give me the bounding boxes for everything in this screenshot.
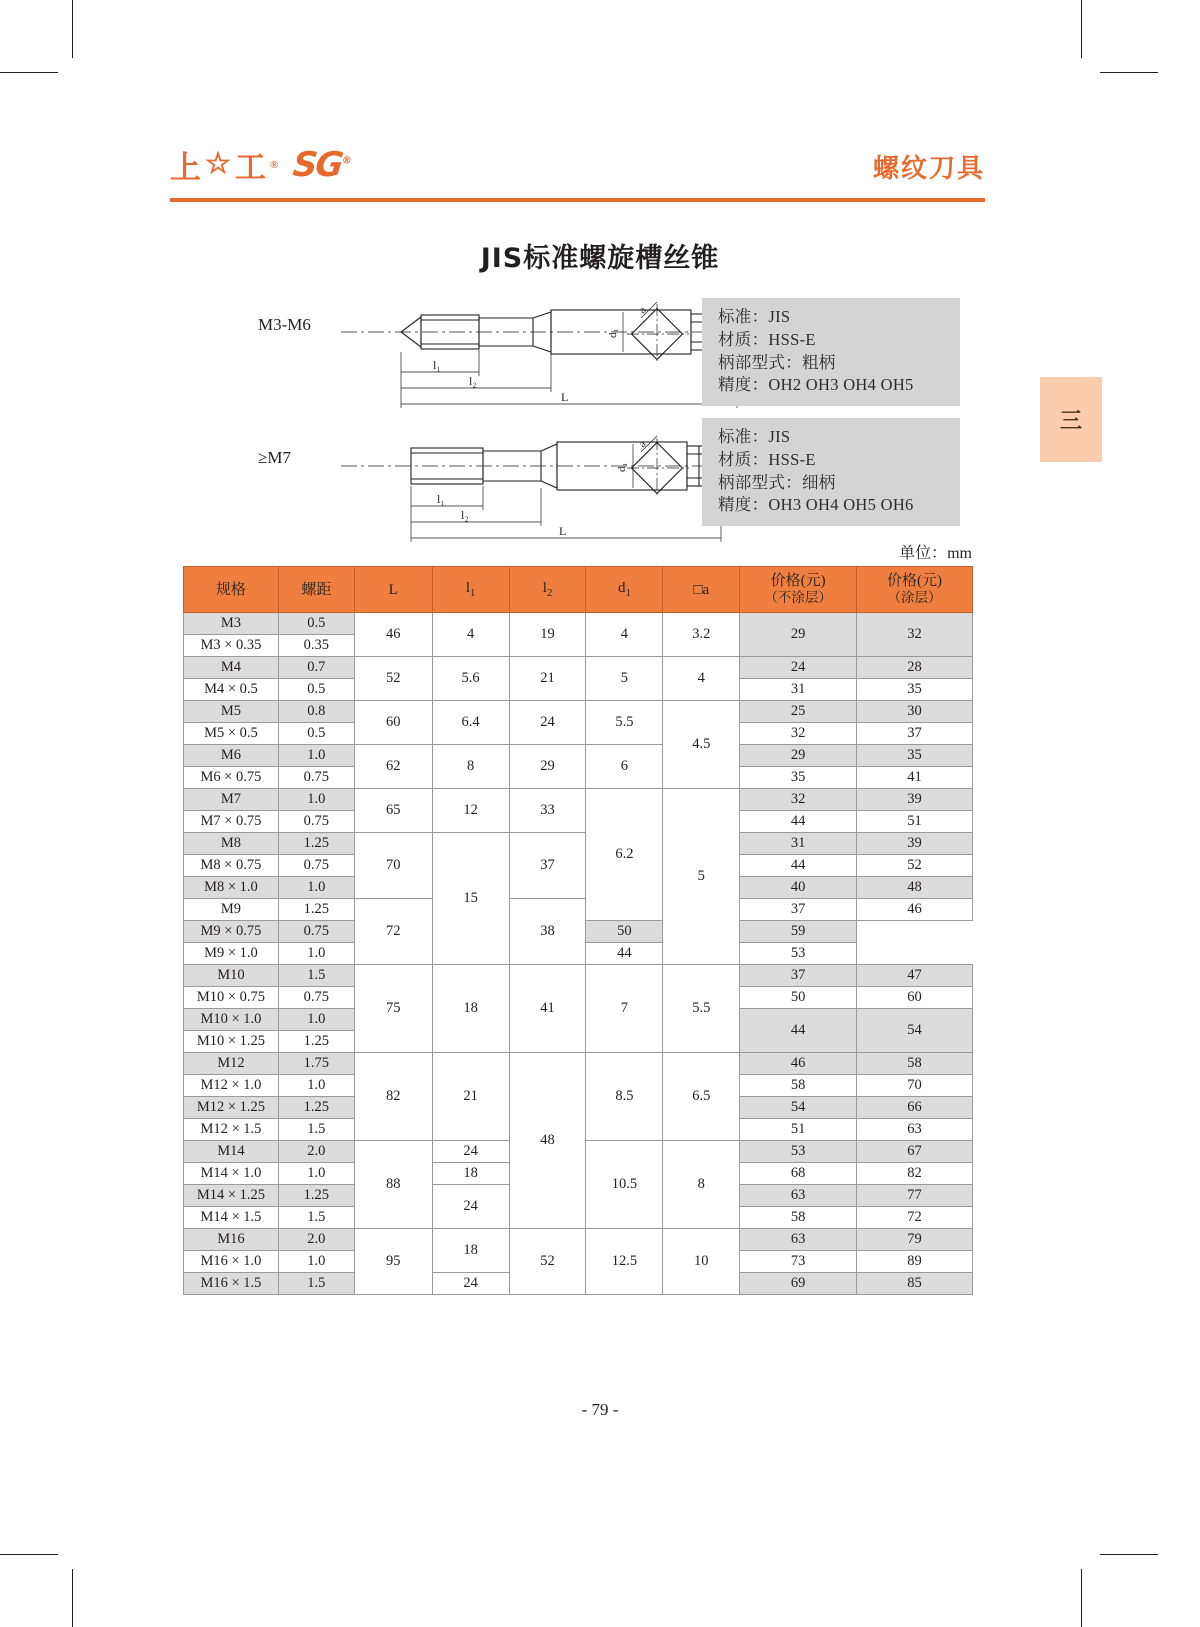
cell-l2: 33 bbox=[509, 789, 586, 833]
th-price-coated: 价格(元) （涂层） bbox=[857, 567, 973, 613]
cell-pitch: 1.25 bbox=[278, 899, 354, 921]
cell-pitch: 0.5 bbox=[278, 723, 354, 745]
th-length-l2: $l_2$ bbox=[509, 567, 586, 613]
cell-price-coated: 28 bbox=[857, 657, 973, 679]
cell-spec: M10 × 0.75 bbox=[184, 987, 279, 1009]
header-category-title: 螺纹刀具 bbox=[872, 154, 985, 183]
cell-price-uncoated: 31 bbox=[740, 833, 857, 855]
logo-chinese-mark bbox=[170, 142, 279, 187]
cell-price-uncoated: 37 bbox=[740, 965, 857, 987]
cell-price-uncoated: 58 bbox=[740, 1075, 857, 1097]
th-length-L: L bbox=[354, 567, 432, 613]
th-diameter-d1: $d_1$ bbox=[586, 567, 663, 613]
spec-box-thin bbox=[702, 418, 960, 526]
logo-char-shang: 上 bbox=[170, 150, 202, 185]
cell-pitch: 1.0 bbox=[278, 1075, 354, 1097]
cell-pitch: 0.75 bbox=[278, 921, 354, 943]
table-row bbox=[184, 899, 973, 921]
cell-spec: M3 bbox=[184, 613, 279, 635]
cell-spec: M9 bbox=[184, 899, 279, 921]
cell-price-coated: 35 bbox=[857, 679, 973, 701]
cell-pitch: 0.75 bbox=[278, 811, 354, 833]
registered-trademark-icon: ® bbox=[270, 158, 280, 171]
figure-dim-l1-2: l₁ bbox=[437, 492, 445, 506]
cell-price-coated: 79 bbox=[857, 1229, 973, 1251]
cell-price-uncoated: 50 bbox=[740, 987, 857, 1009]
cell-pitch: 1.0 bbox=[278, 1251, 354, 1273]
cell-price-coated: 37 bbox=[857, 723, 973, 745]
cell-L: 65 bbox=[354, 789, 432, 833]
cell-spec: M5 bbox=[184, 701, 279, 723]
cell-spec: M12 × 1.5 bbox=[184, 1119, 279, 1141]
side-index-tab[interactable] bbox=[1040, 377, 1102, 462]
cell-spec: M12 × 1.0 bbox=[184, 1075, 279, 1097]
cell-price-uncoated: 44 bbox=[740, 1009, 857, 1053]
cell-l2: 48 bbox=[509, 1053, 586, 1229]
figure-dim-d1-2: d₁ bbox=[616, 462, 628, 472]
cell-price-coated: 39 bbox=[857, 789, 973, 811]
cell-l1: 21 bbox=[432, 1053, 509, 1141]
page-footer bbox=[0, 1400, 1200, 1420]
cell-pitch: 0.7 bbox=[278, 657, 354, 679]
figure-dim-a-1: a bbox=[636, 304, 649, 317]
cell-l1: 24 bbox=[432, 1141, 509, 1163]
cell-spec: M6 bbox=[184, 745, 279, 767]
crop-mark-tl-v bbox=[72, 0, 73, 58]
spec-standard-1: 标准：JIS bbox=[718, 307, 791, 326]
cell-spec: M7 bbox=[184, 789, 279, 811]
cell-l2: 52 bbox=[509, 1229, 586, 1295]
cell-d1: 5.5 bbox=[586, 701, 663, 745]
cell-pitch: 1.0 bbox=[278, 789, 354, 811]
cell-l2: 41 bbox=[509, 965, 586, 1053]
cell-price-coated: 30 bbox=[857, 701, 973, 723]
cell-spec: M9 × 1.0 bbox=[184, 943, 279, 965]
cell-l2: 21 bbox=[509, 657, 586, 701]
cell-spec: M10 × 1.0 bbox=[184, 1009, 279, 1031]
cell-price-coated: 77 bbox=[857, 1185, 973, 1207]
th-length-l1: $l_1$ bbox=[432, 567, 509, 613]
figure-dim-a-2: a bbox=[636, 438, 649, 451]
cell-d1: 6.2 bbox=[586, 789, 663, 921]
cell-l1: 12 bbox=[432, 789, 509, 833]
cell-pitch: 1.5 bbox=[278, 1273, 354, 1295]
cell-L: 72 bbox=[354, 899, 432, 965]
cell-pitch: 1.5 bbox=[278, 965, 354, 987]
cell-spec: M14 × 1.5 bbox=[184, 1207, 279, 1229]
table-row bbox=[184, 965, 973, 987]
cell-d1: 8.5 bbox=[586, 1053, 663, 1141]
cell-price-uncoated: 35 bbox=[740, 767, 857, 789]
cell-d1: 7 bbox=[586, 965, 663, 1053]
table-row bbox=[184, 1229, 973, 1251]
th-pitch: 螺距 bbox=[278, 567, 354, 613]
cell-price-coated: 89 bbox=[857, 1251, 973, 1273]
cell-price-coated: 53 bbox=[740, 943, 857, 965]
cell-price-coated: 58 bbox=[857, 1053, 973, 1075]
figure-range-label-1: M3-M6 bbox=[258, 315, 311, 334]
figure-dim-d1-1: d₁ bbox=[607, 328, 619, 338]
spec-material-1: 材质：HSS-E bbox=[718, 329, 816, 349]
cell-L: 70 bbox=[354, 833, 432, 899]
cell-L: 82 bbox=[354, 1053, 432, 1141]
cell-pitch: 1.0 bbox=[278, 745, 354, 767]
cell-pitch: 0.5 bbox=[278, 613, 354, 635]
crop-mark-br-v bbox=[1081, 1569, 1082, 1627]
page-title: JIS标准螺旋槽丝锥 bbox=[480, 243, 720, 274]
logo-sg-s: S bbox=[291, 144, 318, 185]
cell-pitch: 1.25 bbox=[278, 1097, 354, 1119]
cell-L: 52 bbox=[354, 657, 432, 701]
cell-pitch: 0.5 bbox=[278, 679, 354, 701]
star-icon: ☆ bbox=[205, 148, 232, 180]
cell-price-coated: 54 bbox=[857, 1009, 973, 1053]
cell-pitch: 2.0 bbox=[278, 1229, 354, 1251]
page-number: - 79 - bbox=[581, 1400, 619, 1419]
cell-l2: 38 bbox=[509, 899, 586, 965]
cell-price-uncoated: 32 bbox=[740, 723, 857, 745]
cell-price-coated: 48 bbox=[857, 877, 973, 899]
cell-price-uncoated: 25 bbox=[740, 701, 857, 723]
spec-material-2: 材质：HSS-E bbox=[718, 449, 816, 469]
cell-spec: M7 × 0.75 bbox=[184, 811, 279, 833]
cell-a: 4 bbox=[663, 657, 740, 701]
cell-price-uncoated: 44 bbox=[740, 811, 857, 833]
cell-price-uncoated: 69 bbox=[740, 1273, 857, 1295]
cell-l1: 8 bbox=[432, 745, 509, 789]
spec-table-wrapper bbox=[183, 566, 973, 1295]
cell-price-coated: 47 bbox=[857, 965, 973, 987]
table-row bbox=[184, 701, 973, 723]
crop-mark-br-h bbox=[1100, 1554, 1158, 1555]
cell-spec: M10 × 1.25 bbox=[184, 1031, 279, 1053]
cell-pitch: 1.0 bbox=[278, 943, 354, 965]
cell-spec: M16 × 1.5 bbox=[184, 1273, 279, 1295]
table-header-row bbox=[184, 567, 973, 613]
crop-mark-bl-v bbox=[72, 1569, 73, 1627]
table-row bbox=[184, 789, 973, 811]
cell-price-coated: 66 bbox=[857, 1097, 973, 1119]
cell-price-coated: 67 bbox=[857, 1141, 973, 1163]
spec-shank-type-1: 柄部型式：粗柄 bbox=[718, 352, 836, 372]
cell-spec: M3 × 0.35 bbox=[184, 635, 279, 657]
table-row bbox=[184, 613, 973, 635]
cell-l1: 6.4 bbox=[432, 701, 509, 745]
table-row bbox=[184, 657, 973, 679]
figure-thin-shank bbox=[183, 420, 683, 545]
cell-price-coated: 85 bbox=[857, 1273, 973, 1295]
cell-spec: M5 × 0.5 bbox=[184, 723, 279, 745]
cell-pitch: 0.8 bbox=[278, 701, 354, 723]
cell-price-coated: 59 bbox=[740, 921, 857, 943]
cell-spec: M8 bbox=[184, 833, 279, 855]
cell-a: 5.5 bbox=[663, 965, 740, 1053]
cell-a: 10 bbox=[663, 1229, 740, 1295]
cell-price-uncoated: 40 bbox=[740, 877, 857, 899]
cell-pitch: 1.0 bbox=[278, 1009, 354, 1031]
cell-d1: 12.5 bbox=[586, 1229, 663, 1295]
cell-L: 46 bbox=[354, 613, 432, 657]
cell-price-coated: 51 bbox=[857, 811, 973, 833]
cell-pitch: 0.75 bbox=[278, 767, 354, 789]
cell-L: 62 bbox=[354, 745, 432, 789]
cell-spec: M6 × 0.75 bbox=[184, 767, 279, 789]
unit-note: 单位：mm bbox=[899, 545, 972, 562]
cell-price-coated: 52 bbox=[857, 855, 973, 877]
cell-a: 3.2 bbox=[663, 613, 740, 657]
figure-dim-l2-2: l₂ bbox=[461, 508, 469, 522]
cell-l1: 18 bbox=[432, 1229, 509, 1273]
cell-spec: M16 bbox=[184, 1229, 279, 1251]
cell-d1: 5 bbox=[586, 657, 663, 701]
cell-spec: M14 bbox=[184, 1141, 279, 1163]
cell-pitch: 1.25 bbox=[278, 1185, 354, 1207]
spec-accuracy-2: 精度：OH3 OH4 OH5 OH6 bbox=[718, 495, 914, 515]
cell-pitch: 1.0 bbox=[278, 1163, 354, 1185]
cell-price-uncoated: 46 bbox=[740, 1053, 857, 1075]
cell-price-uncoated: 53 bbox=[740, 1141, 857, 1163]
cell-L: 75 bbox=[354, 965, 432, 1053]
th-square-a: □a bbox=[663, 567, 740, 613]
spec-standard-2: 标准：JIS bbox=[718, 427, 791, 446]
cell-pitch: 0.75 bbox=[278, 855, 354, 877]
cell-price-coated: 72 bbox=[857, 1207, 973, 1229]
cell-l1: 24 bbox=[432, 1185, 509, 1229]
table-row bbox=[184, 745, 973, 767]
square-section-thin bbox=[613, 432, 703, 512]
cell-L: 88 bbox=[354, 1141, 432, 1229]
crop-mark-bl-h bbox=[0, 1554, 58, 1555]
cell-price-coated: 82 bbox=[857, 1163, 973, 1185]
cell-l2: 37 bbox=[509, 833, 586, 899]
cell-price-coated: 41 bbox=[857, 767, 973, 789]
cell-price-uncoated: 58 bbox=[740, 1207, 857, 1229]
cell-price-coated: 39 bbox=[857, 833, 973, 855]
cell-price-uncoated: 37 bbox=[740, 899, 857, 921]
logo-sg-g: G bbox=[313, 144, 344, 185]
cell-d1: 6 bbox=[586, 745, 663, 789]
cell-price-uncoated: 32 bbox=[740, 789, 857, 811]
cell-price-uncoated: 63 bbox=[740, 1185, 857, 1207]
cell-spec: M4 bbox=[184, 657, 279, 679]
cell-spec: M12 bbox=[184, 1053, 279, 1075]
cell-price-uncoated: 51 bbox=[740, 1119, 857, 1141]
cell-spec: M10 bbox=[184, 965, 279, 987]
cell-price-uncoated: 31 bbox=[740, 679, 857, 701]
figure-dim-l1-1: l₁ bbox=[433, 358, 441, 372]
cell-price-uncoated: 68 bbox=[740, 1163, 857, 1185]
table-row bbox=[184, 1053, 973, 1075]
cell-pitch: 0.35 bbox=[278, 635, 354, 657]
cell-price-coated: 46 bbox=[857, 899, 973, 921]
square-section-coarse bbox=[613, 298, 703, 378]
cell-spec: M14 × 1.0 bbox=[184, 1163, 279, 1185]
cell-spec: M12 × 1.25 bbox=[184, 1097, 279, 1119]
cell-spec: M9 × 0.75 bbox=[184, 921, 279, 943]
cell-price-coated: 60 bbox=[857, 987, 973, 1009]
cell-pitch: 1.25 bbox=[278, 833, 354, 855]
figure-dim-l2-1: l₂ bbox=[469, 374, 477, 388]
crop-mark-tr-h bbox=[1100, 72, 1158, 73]
logo-sg-registered-icon: ® bbox=[341, 155, 351, 167]
cell-pitch: 1.5 bbox=[278, 1119, 354, 1141]
figure-dim-L-2: L bbox=[559, 524, 567, 538]
cell-spec: M8 × 0.75 bbox=[184, 855, 279, 877]
cell-a: 4.5 bbox=[663, 701, 740, 789]
cell-price-uncoated: 24 bbox=[740, 657, 857, 679]
cell-L: 95 bbox=[354, 1229, 432, 1295]
crop-mark-tl-h bbox=[0, 72, 58, 73]
cell-spec: M8 × 1.0 bbox=[184, 877, 279, 899]
cell-pitch: 1.75 bbox=[278, 1053, 354, 1075]
cell-l1: 4 bbox=[432, 613, 509, 657]
cell-l2: 19 bbox=[509, 613, 586, 657]
side-tab-glyph: 三 bbox=[1059, 408, 1082, 433]
cell-price-uncoated: 54 bbox=[740, 1097, 857, 1119]
cell-price-uncoated: 50 bbox=[586, 921, 663, 943]
cell-price-uncoated: 29 bbox=[740, 745, 857, 767]
figure-range-label-2: ≥M7 bbox=[258, 448, 291, 467]
cell-spec: M4 × 0.5 bbox=[184, 679, 279, 701]
cell-l2: 29 bbox=[509, 745, 586, 789]
spec-accuracy-1: 精度：OH2 OH3 OH4 OH5 bbox=[718, 375, 914, 395]
th-spec: 规格 bbox=[184, 567, 279, 613]
table-row bbox=[184, 833, 973, 855]
brand-logo bbox=[170, 142, 350, 187]
cell-price-coated: 63 bbox=[857, 1119, 973, 1141]
cell-pitch: 1.0 bbox=[278, 877, 354, 899]
cell-pitch: 2.0 bbox=[278, 1141, 354, 1163]
cell-pitch: 1.5 bbox=[278, 1207, 354, 1229]
cell-a: 6.5 bbox=[663, 1053, 740, 1141]
cell-l1: 18 bbox=[432, 1163, 509, 1185]
cell-price-coated: 32 bbox=[857, 613, 973, 657]
cell-l2: 24 bbox=[509, 701, 586, 745]
cell-spec: M16 × 1.0 bbox=[184, 1251, 279, 1273]
cell-l1: 24 bbox=[432, 1273, 509, 1295]
cell-a: 5 bbox=[663, 789, 740, 965]
cell-spec: M14 × 1.25 bbox=[184, 1185, 279, 1207]
logo-char-gong: 工 bbox=[235, 150, 267, 185]
header-divider bbox=[170, 198, 985, 202]
logo-sg-mark bbox=[291, 145, 352, 185]
cell-pitch: 1.25 bbox=[278, 1031, 354, 1053]
cell-price-coated: 35 bbox=[857, 745, 973, 767]
spec-shank-type-2: 柄部型式：细柄 bbox=[718, 472, 836, 492]
page-header bbox=[170, 140, 985, 202]
cell-price-uncoated: 73 bbox=[740, 1251, 857, 1273]
cell-a: 8 bbox=[663, 1141, 740, 1229]
cell-d1: 4 bbox=[586, 613, 663, 657]
spec-box-coarse bbox=[702, 298, 960, 406]
cell-price-uncoated: 63 bbox=[740, 1229, 857, 1251]
cell-l1: 5.6 bbox=[432, 657, 509, 701]
figure-dim-L-1: L bbox=[561, 390, 569, 404]
th-price-uncoated: 价格(元) （不涂层） bbox=[740, 567, 857, 613]
spec-table bbox=[183, 566, 973, 1295]
cell-d1: 10.5 bbox=[586, 1141, 663, 1229]
cell-l1: 18 bbox=[432, 965, 509, 1053]
cell-price-uncoated: 44 bbox=[740, 855, 857, 877]
cell-pitch: 0.75 bbox=[278, 987, 354, 1009]
crop-mark-tr-v bbox=[1081, 0, 1082, 58]
figure-coarse-shank bbox=[183, 290, 683, 410]
cell-price-uncoated: 29 bbox=[740, 613, 857, 657]
cell-price-uncoated: 44 bbox=[586, 943, 663, 965]
cell-l1: 15 bbox=[432, 833, 509, 965]
cell-price-coated: 70 bbox=[857, 1075, 973, 1097]
cell-L: 60 bbox=[354, 701, 432, 745]
table-body bbox=[184, 613, 973, 1295]
